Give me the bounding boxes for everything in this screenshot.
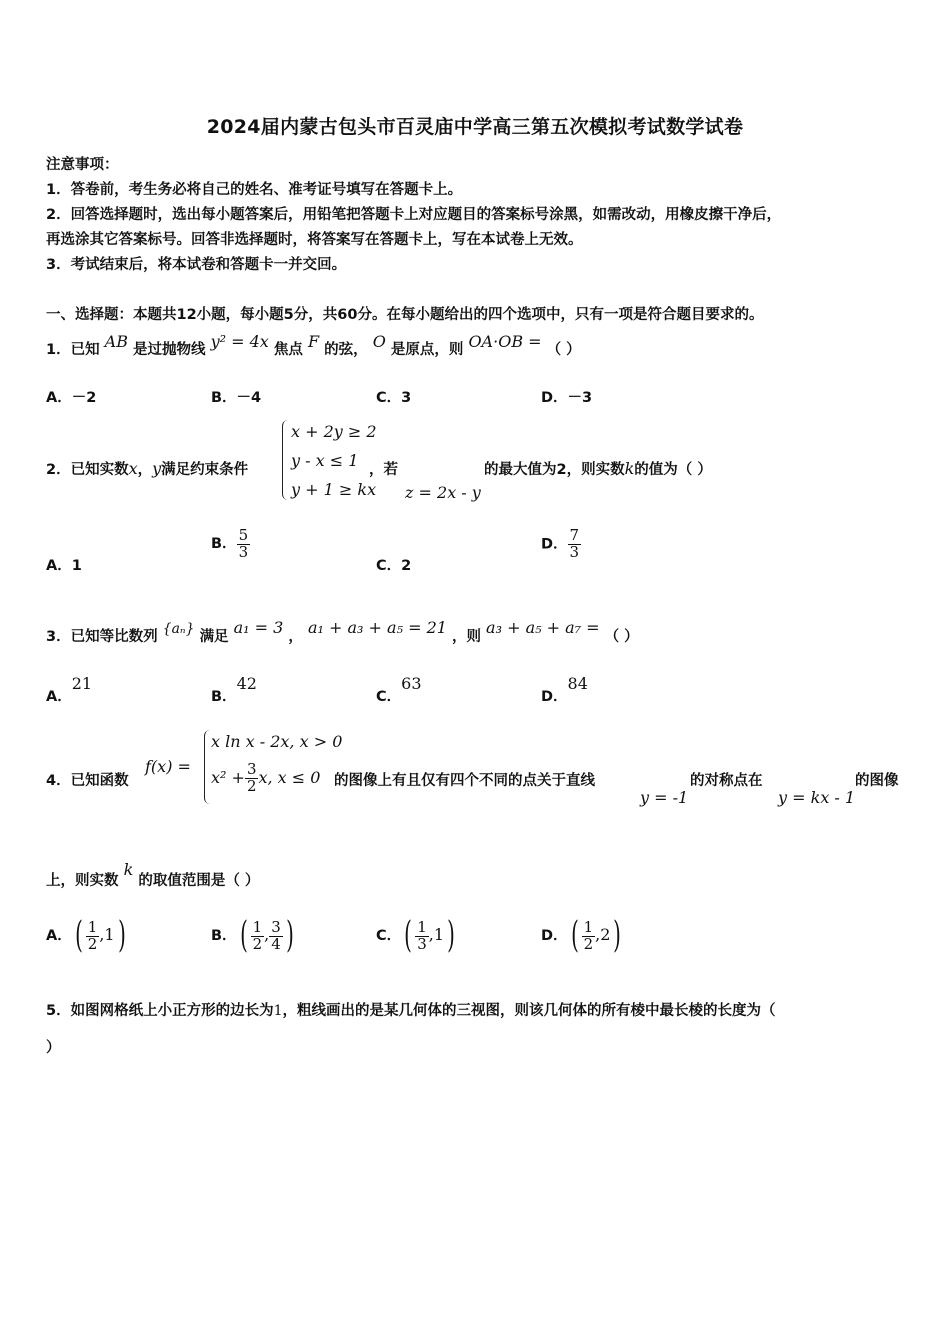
q4-option-c-den: 3	[417, 934, 427, 953]
q2-constraint-1: x + 2y ≥ 2	[291, 422, 377, 441]
q4-text-3: 的对称点在	[690, 773, 763, 789]
q3-text-5: （ ）	[604, 629, 639, 645]
q4-option-b-den-1: 2	[252, 934, 263, 953]
q4-option-a-den: 2	[87, 934, 98, 953]
q2-math-objective: z = 2x - y	[405, 483, 481, 502]
q3-text-1: 3．已知等比数列	[46, 629, 158, 645]
q2-option-b	[211, 528, 250, 561]
q4-text-6: 的取值范围是（ ）	[138, 873, 260, 889]
q3-option-d	[541, 674, 588, 706]
q2-option-d-label: D．	[541, 536, 568, 553]
q4-math-line: y = -1	[640, 788, 689, 807]
notes-item-2b: 再选涂其它答案标号。回答非选择题时，将答案写在答题卡上，写在本试卷上无效。	[46, 232, 583, 248]
question-5	[46, 999, 776, 1020]
exam-title: 2024届内蒙古包头市百灵庙中学高三第五次模拟考试数学试卷	[206, 116, 744, 138]
q4-option-b-num-1: 1	[252, 917, 263, 936]
q3-math-sequence: {aₙ}	[162, 621, 195, 637]
q2-constraint-2: y - x ≤ 1	[291, 451, 359, 470]
q4-option-b-den-2: 4	[271, 934, 281, 953]
q1-option-d: D．－3	[541, 390, 593, 406]
q4-option-a-lparen: (	[74, 915, 83, 956]
q2-option-d-fraction	[568, 528, 582, 561]
q1-option-a: A．－2	[46, 390, 97, 406]
q2-math-x: x	[128, 459, 138, 478]
section-1-heading: 一、选择题：本题共12小题，每小题5分，共60分。在每小题给出的四个选项中，只有一项是符合题目要求的。	[46, 307, 764, 323]
q4-option-d-rparen: )	[613, 915, 622, 956]
q4-option-d-label: D．	[541, 928, 568, 944]
q4-option-b-rparen: )	[285, 915, 294, 956]
q1-math-o: O	[372, 332, 386, 351]
q1-math-f: F	[307, 332, 320, 351]
q2-option-b-fraction	[237, 528, 251, 561]
q4-option-a-fraction	[86, 917, 100, 953]
question-3	[46, 618, 639, 646]
q4-option-c-comma: ,	[428, 925, 434, 944]
q2-option-b-num: 5	[238, 526, 249, 544]
q4-math-k: k	[123, 860, 134, 879]
q4-piecewise-brace	[204, 730, 211, 804]
q4-option-a-rparen: )	[117, 915, 126, 956]
q3-option-c-label: C．	[376, 689, 402, 705]
q2-option-b-label: B．	[211, 536, 237, 553]
q4-option-d-fraction	[582, 917, 596, 953]
q2-text-5	[484, 458, 712, 479]
notes-item-1: 1．答卷前，考生务必将自己的姓名、准考证号填写在答题卡上。	[46, 182, 463, 198]
q2-text-4: ，若	[369, 462, 398, 478]
q4-option-a-num: 1	[87, 917, 98, 936]
q2-constraint-brace	[282, 420, 289, 500]
q1-math-ab: AB	[104, 332, 128, 351]
q4-text-5: 上，则实数	[46, 873, 119, 889]
q5-text-2: ，粗线画出的是某几何体的三视图，则该几何体的所有棱中最长棱的长度为（	[282, 1003, 776, 1019]
q4-option-c-lparen: (	[404, 915, 413, 956]
q4-option-c-upper: 1	[433, 925, 445, 944]
q4-case-1: x ln x - 2x, x > 0	[211, 732, 343, 751]
q2-text-6: 的值为（ ）	[634, 462, 712, 478]
q3-option-c-value: 63	[401, 674, 422, 693]
q2-constraint-3: y + 1 ≥ kx	[291, 480, 377, 499]
q2-option-c: C．2	[376, 558, 412, 574]
q1-text-2: 是过抛物线	[133, 342, 206, 358]
q4-option-d-upper: 2	[600, 925, 611, 944]
q3-option-a	[46, 674, 93, 706]
q3-option-a-label: A．	[46, 689, 72, 705]
q1-text-1: 1．已知	[46, 342, 100, 358]
q4-math-f: f(x) =	[145, 757, 191, 776]
question-4-stem: 4．已知函数	[46, 773, 129, 789]
q4-option-c-fraction	[415, 917, 429, 953]
q4-option-a	[46, 915, 129, 956]
q4-option-c	[376, 915, 458, 956]
q3-math-sum: a₁ + a₃ + a₅ = 21	[307, 618, 447, 637]
q1-math-parabola: y² = 4x	[210, 332, 269, 351]
q4-option-b-label: B．	[211, 928, 237, 944]
q2-math-k: k	[624, 459, 635, 478]
q4-option-c-label: C．	[376, 928, 402, 944]
q4-option-a-comma: ,	[99, 925, 105, 944]
q4-option-b-fraction-2	[269, 917, 283, 953]
q4-option-d-den: 2	[583, 934, 594, 953]
q1-option-b: B．－4	[211, 390, 262, 406]
q4-option-d	[541, 915, 624, 956]
q3-option-d-value: 84	[567, 674, 588, 693]
q1-text-5: 是原点，则	[390, 342, 464, 358]
q4-option-d-num: 1	[583, 917, 594, 936]
q4-option-a-upper: 1	[104, 925, 115, 944]
q2-text-2: ，	[137, 462, 153, 478]
q2-option-b-den: 3	[238, 542, 249, 561]
q4-case-2-num: 3	[246, 760, 257, 778]
q4-option-b-fraction-1	[251, 917, 265, 953]
q3-text-4: ，则	[451, 629, 481, 645]
q5-math-1: 1	[273, 1003, 283, 1019]
q4-text-2: 的图像上有且仅有四个不同的点关于直线	[334, 773, 595, 789]
question-2-stem	[46, 458, 248, 479]
question-1	[46, 332, 581, 359]
q3-option-b-label: B．	[211, 689, 237, 705]
q3-text-2: 满足	[199, 629, 229, 645]
q3-math-a1: a₁ = 3	[233, 618, 284, 637]
q1-text-3: 焦点	[273, 342, 303, 358]
q3-option-c	[376, 674, 422, 706]
q4-option-b-comma: ,	[264, 925, 270, 944]
q3-option-b-value: 42	[236, 674, 257, 693]
q2-option-a: A．1	[46, 558, 82, 574]
q4-option-a-label: A．	[46, 928, 72, 944]
q1-text-4: 的弦，	[324, 342, 368, 358]
q4-case-2-den: 2	[246, 776, 257, 795]
q2-option-d-den: 3	[569, 542, 580, 561]
q2-text-1: 2．已知实数	[46, 462, 129, 478]
notes-heading: 注意事项：	[46, 157, 119, 173]
q4-text-4: 的图像	[855, 773, 899, 789]
q4-option-b	[211, 915, 297, 956]
notes-item-2a: 2．回答选择题时，选出每小题答案后，用铅笔把答题卡上对应题目的答案标号涂黑，如需改动，用橡皮擦干净后，	[46, 207, 782, 223]
q3-option-d-label: D．	[541, 689, 568, 705]
q1-math-dot-product: OA·OB =	[468, 332, 542, 351]
q2-option-d-num: 7	[569, 526, 580, 544]
q4-case-2-fraction	[245, 762, 259, 795]
q4-option-d-comma: ,	[595, 925, 601, 944]
q4-case-2-a: x² +	[211, 767, 245, 787]
q4-option-b-num-2: 3	[271, 917, 281, 936]
q3-math-target: a₃ + a₅ + a₇ =	[486, 618, 600, 637]
q1-option-c: C．3	[376, 390, 412, 406]
q4-option-c-rparen: )	[447, 915, 455, 956]
q2-math-y: y	[152, 459, 162, 478]
q3-option-b	[211, 674, 257, 706]
notes-item-3: 3．考试结束后，将本试卷和答题卡一并交回。	[46, 257, 347, 273]
q4-option-c-num: 1	[417, 917, 427, 936]
q2-text-5a: 的最大值为2，则实数	[484, 462, 625, 478]
q4-option-d-lparen: (	[570, 915, 579, 956]
q4-option-b-lparen: (	[239, 915, 248, 956]
q3-text-3: ，	[288, 629, 303, 645]
q3-option-a-value: 21	[71, 674, 93, 693]
q4-math-target-line: y = kx - 1	[778, 788, 856, 807]
q1-text-6: （ ）	[546, 342, 581, 358]
q5-text-1: 5．如图网格纸上小正方形的边长为	[46, 1003, 274, 1019]
q2-text-3: 满足约束条件	[161, 462, 249, 478]
q2-option-d	[541, 528, 581, 561]
question-4-stem-2	[46, 860, 260, 890]
question-5-close: ）	[46, 1040, 61, 1056]
q4-case-2	[211, 762, 320, 795]
q4-case-2-b: x, x ≤ 0	[258, 767, 321, 787]
